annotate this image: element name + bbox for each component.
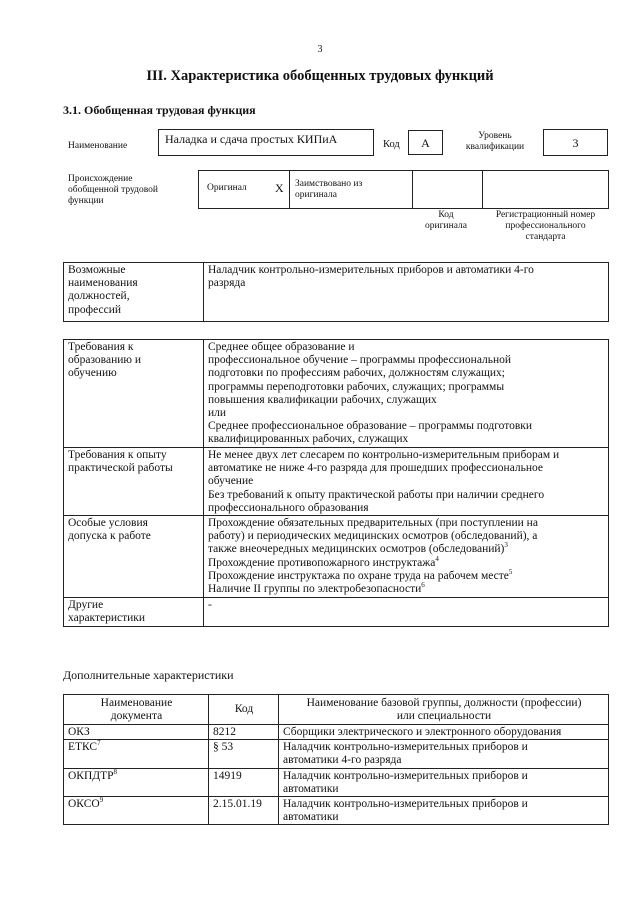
header-line: или специальности <box>396 710 492 722</box>
code-caption <box>410 210 482 232</box>
req-line: работу) и периодических медицинских осмотров (обследований), а <box>208 530 538 543</box>
req-line: программы переподготовки рабочих, служащих; программы <box>208 380 505 393</box>
positions-label-line: наименования <box>68 277 138 290</box>
req-line: профессионального образования <box>208 501 369 514</box>
footnote-ref: 5 <box>508 568 513 576</box>
section-title: III. Характеристика обобщенных трудовых функций <box>146 68 494 84</box>
name-label: Наименование <box>68 141 128 151</box>
req-label-line: практической работы <box>68 462 173 475</box>
table-row <box>64 340 609 448</box>
doc-cell <box>64 768 209 796</box>
table-row <box>64 740 609 768</box>
name-cell <box>279 725 609 740</box>
header-line: Наименование <box>100 696 173 709</box>
col-header-name <box>279 695 609 725</box>
code-cell: § 53 <box>209 740 279 768</box>
req-label-line: Другие <box>68 599 104 612</box>
doc-cell <box>64 797 209 825</box>
table-row <box>64 725 609 740</box>
name-line: Наладчик контрольно-измерительных приборов и <box>283 798 528 811</box>
name-line: автоматики 4-го разряда <box>283 754 402 767</box>
name-value-box <box>158 129 374 156</box>
reg-caption-line: стандарта <box>525 232 566 242</box>
origin-divider <box>412 171 413 208</box>
name-cell <box>279 740 609 768</box>
req-line: или <box>208 407 227 420</box>
req-line-text: Наличие II группы по электробезопасности <box>208 583 422 596</box>
req-label-line: допуска к работе <box>68 530 151 543</box>
code-cell: 2.15.01.19 <box>209 797 279 825</box>
origin-label <box>68 174 158 207</box>
req-line: профессиональное обучение – программы профессиональной <box>208 354 512 367</box>
positions-table <box>63 262 609 322</box>
name-value: Наладка и сдача простых КИПиА <box>165 132 338 146</box>
code-value: A <box>421 136 430 150</box>
req-admission-label <box>64 516 204 598</box>
req-line: квалифицированных рабочих, служащих <box>208 433 409 446</box>
req-other-value <box>204 598 609 627</box>
original-mark: X <box>275 181 284 195</box>
name-line: автоматики <box>283 782 339 795</box>
origin-table <box>198 170 609 209</box>
req-line <box>208 543 605 556</box>
req-education-value <box>204 340 609 448</box>
req-education-label <box>64 340 204 448</box>
doc-cell <box>64 725 209 740</box>
req-line-text: Прохождение противопожарного инструктажа <box>208 556 436 569</box>
footnote-ref: 8 <box>113 767 118 776</box>
req-admission-value <box>204 516 609 598</box>
req-line: подготовки по профессиям рабочих, должностям служащих; <box>208 367 505 380</box>
name-cell <box>279 768 609 796</box>
table-row <box>64 768 609 796</box>
level-label-line: Уровень <box>478 131 512 141</box>
origin-label-line: Происхождение <box>68 174 133 184</box>
header-line: документа <box>110 710 163 722</box>
reg-caption-line: профессионального <box>505 221 586 231</box>
footnote-ref: 4 <box>435 554 439 563</box>
header-line: Наименование базовой группы, должности (профессии) <box>306 696 582 709</box>
additional-table <box>63 694 609 825</box>
positions-label-line: должностей, <box>68 290 130 303</box>
doc-name: ОКЗ <box>68 726 90 738</box>
subsection-title: 3.1. Обобщенная трудовая функция <box>63 103 256 117</box>
positions-label-cell <box>64 263 204 322</box>
name-line: автоматики <box>283 811 339 824</box>
req-label-line: образованию и <box>68 354 141 367</box>
table-row <box>64 516 609 598</box>
doc-name: ОКСО <box>68 798 100 811</box>
level-value-box <box>543 129 608 156</box>
req-line: Без требований к опыту практической работы при наличии среднего <box>208 488 545 501</box>
additional-title: Дополнительные характеристики <box>63 668 234 682</box>
req-other-label <box>64 598 204 627</box>
page-number: 3 <box>317 44 323 55</box>
req-line: Среднее профессиональное образование – программы подготовки <box>208 420 533 433</box>
req-line-text: также внеочередных медицинских осмотров (обследований) <box>208 543 505 556</box>
borrowed-label-line: оригинала <box>295 190 337 200</box>
origin-divider <box>289 171 290 208</box>
origin-divider <box>482 171 483 208</box>
positions-label-line: профессий <box>68 303 122 316</box>
req-line <box>208 554 605 570</box>
requirements-table <box>63 339 609 627</box>
code-label: Код <box>383 139 400 150</box>
reg-caption <box>482 210 609 243</box>
req-line: Не менее двух лет слесарем по контрольно-измерительным приборам и <box>208 449 560 461</box>
footnote-ref: 3 <box>504 541 508 550</box>
req-label-line: Особые условия <box>68 517 148 530</box>
positions-value-cell <box>204 263 609 322</box>
req-experience-label <box>64 448 204 516</box>
table-row <box>64 695 609 725</box>
original-label: Оригинал <box>207 183 247 193</box>
req-line-text: Прохождение инструктажа по охране труда на рабочем месте <box>208 569 509 582</box>
table-row <box>64 598 609 627</box>
doc-name: ЕТКС <box>68 741 98 754</box>
footnote-ref: 7 <box>97 739 101 748</box>
req-label-line: обучению <box>68 367 117 380</box>
name-cell <box>279 797 609 825</box>
req-line <box>208 570 605 583</box>
table-row <box>64 797 609 825</box>
col-header-document <box>64 695 209 725</box>
code-caption-line: Код <box>438 210 454 220</box>
origin-label-line: функции <box>68 196 104 206</box>
borrowed-label <box>295 179 362 201</box>
col-header-code: Код <box>209 695 279 725</box>
level-value: 3 <box>572 136 579 150</box>
req-label-line: Требования к <box>68 341 134 353</box>
positions-value-line: Наладчик контрольно-измерительных приборов и автоматики 4-го <box>208 264 534 276</box>
reg-caption-line: Регистрационный номер <box>495 210 596 220</box>
req-line: Среднее общее образование и <box>208 341 355 353</box>
table-row <box>64 263 609 322</box>
req-line: автоматике не ниже 4-го разряда для прошедших профессиональное <box>208 462 544 475</box>
positions-value-line: разряда <box>208 277 246 290</box>
doc-name: ОКПДТР <box>68 769 114 782</box>
req-label-line: характеристики <box>68 612 146 625</box>
footnote-ref: 9 <box>99 796 104 805</box>
req-line: повышения квалификации рабочих, служащих <box>208 393 437 406</box>
req-line: обучение <box>208 475 254 488</box>
code-cell: 14919 <box>209 768 279 796</box>
doc-cell <box>64 740 209 768</box>
name-line: Сборщики электрического и электронного оборудования <box>283 726 562 738</box>
req-experience-value <box>204 448 609 516</box>
req-line: Прохождение обязательных предварительных (при поступлении на <box>208 517 538 530</box>
req-label-line: Требования к опыту <box>68 449 167 461</box>
borrowed-label-line: Заимствовано из <box>295 179 363 189</box>
name-line: Наладчик контрольно-измерительных приборов и <box>283 769 528 782</box>
code-value-box <box>408 130 443 155</box>
table-row <box>64 448 609 516</box>
req-line: - <box>208 599 212 612</box>
code-cell: 8212 <box>209 725 279 740</box>
req-line <box>208 583 605 596</box>
positions-label-line: Возможные <box>68 264 126 276</box>
level-label-line: квалификации <box>465 142 525 152</box>
footnote-ref: 6 <box>421 581 425 590</box>
level-label <box>455 131 535 153</box>
code-caption-line: оригинала <box>425 221 467 231</box>
origin-label-line: обобщенной трудовой <box>68 185 158 195</box>
name-line: Наладчик контрольно-измерительных приборов и <box>283 741 528 754</box>
